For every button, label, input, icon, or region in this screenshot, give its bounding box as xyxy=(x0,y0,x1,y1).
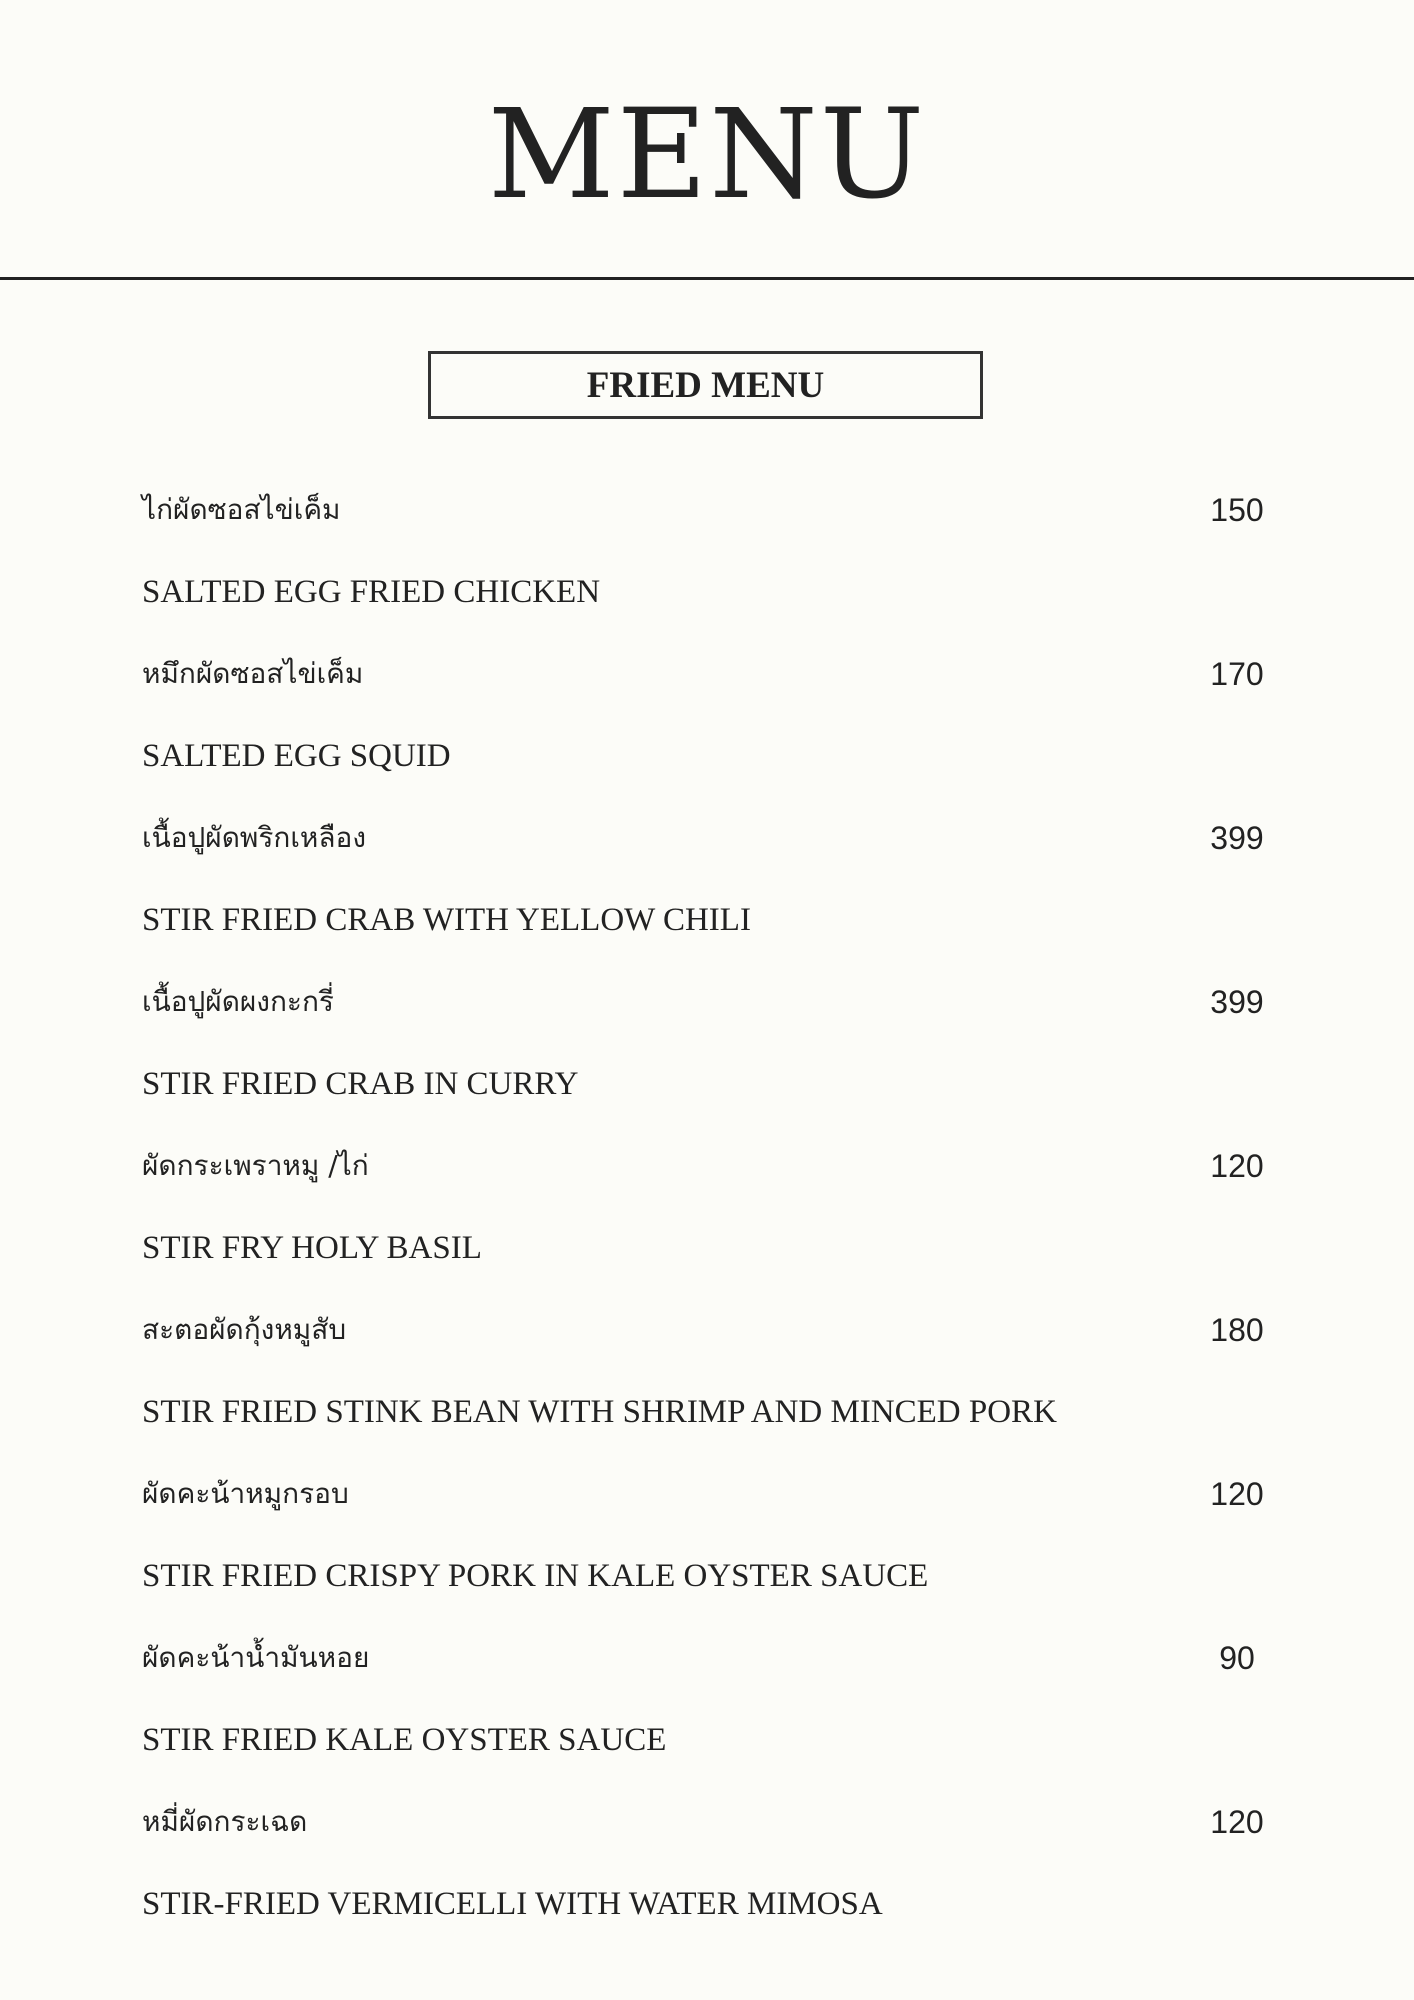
item-price: 120 xyxy=(1210,1476,1264,1512)
item-english-name: STIR-FRIED VERMICELLI WITH WATER MIMOSA xyxy=(142,1886,883,1922)
menu-item-salted-egg-squid xyxy=(142,638,1282,802)
item-thai-name: หมึกผัดซอสไข่เค็ม xyxy=(142,657,364,690)
section-heading-box xyxy=(428,351,983,419)
menu-item-crispy-pork-kale xyxy=(142,1458,1282,1622)
menu-item-holy-basil xyxy=(142,1130,1282,1294)
item-english-name: STIR FRIED CRAB IN CURRY xyxy=(142,1066,579,1102)
item-thai-name: เนื้อปูผัดผงกะกรี่ xyxy=(142,985,334,1018)
menu-item-crab-curry xyxy=(142,966,1282,1130)
item-price: 90 xyxy=(1219,1640,1255,1676)
menu-item-crab-yellow-chili xyxy=(142,802,1282,966)
item-english-name: SALTED EGG FRIED CHICKEN xyxy=(142,574,601,610)
item-price: 180 xyxy=(1210,1312,1264,1348)
item-price: 170 xyxy=(1210,656,1264,692)
item-thai-name: ผัดกระเพราหมู /ไก่ xyxy=(142,1149,369,1182)
item-price: 120 xyxy=(1210,1148,1264,1184)
item-english-name: STIR FRIED STINK BEAN WITH SHRIMP AND MINCED PORK xyxy=(142,1394,1057,1430)
item-english-name: STIR FRIED CRAB WITH YELLOW CHILI xyxy=(142,902,751,938)
item-english-name: STIR FRIED KALE OYSTER SAUCE xyxy=(142,1722,667,1758)
item-price: 399 xyxy=(1210,984,1264,1020)
menu-item-stink-bean xyxy=(142,1294,1282,1458)
header-divider xyxy=(0,277,1414,280)
item-english-name: STIR FRIED CRISPY PORK IN KALE OYSTER SAUCE xyxy=(142,1558,929,1594)
item-thai-name: ไก่ผัดซอสไข่เค็ม xyxy=(142,493,341,526)
item-price: 150 xyxy=(1210,492,1264,528)
menu-title: MENU xyxy=(487,83,927,227)
item-thai-name: ผัดคะน้าหมูกรอบ xyxy=(142,1477,349,1510)
item-english-name: STIR FRY HOLY BASIL xyxy=(142,1230,482,1266)
item-thai-name: หมี่ผัดกระเฉด xyxy=(142,1805,308,1838)
menu-item-vermicelli-mimosa xyxy=(142,1786,1282,1950)
item-price: 120 xyxy=(1210,1804,1264,1840)
menu-item-kale-oyster xyxy=(142,1622,1282,1786)
menu-item-salted-egg-chicken xyxy=(142,474,1282,638)
item-thai-name: ผัดคะน้าน้ำมันหอย xyxy=(142,1641,370,1674)
item-english-name: SALTED EGG SQUID xyxy=(142,738,451,774)
item-thai-name: สะตอผัดกุ้งหมูสับ xyxy=(142,1313,347,1346)
item-thai-name: เนื้อปูผัดพริกเหลือง xyxy=(142,821,367,854)
item-price: 399 xyxy=(1210,820,1264,856)
menu-list xyxy=(142,474,1282,1950)
section-title: FRIED MENU xyxy=(586,364,825,406)
